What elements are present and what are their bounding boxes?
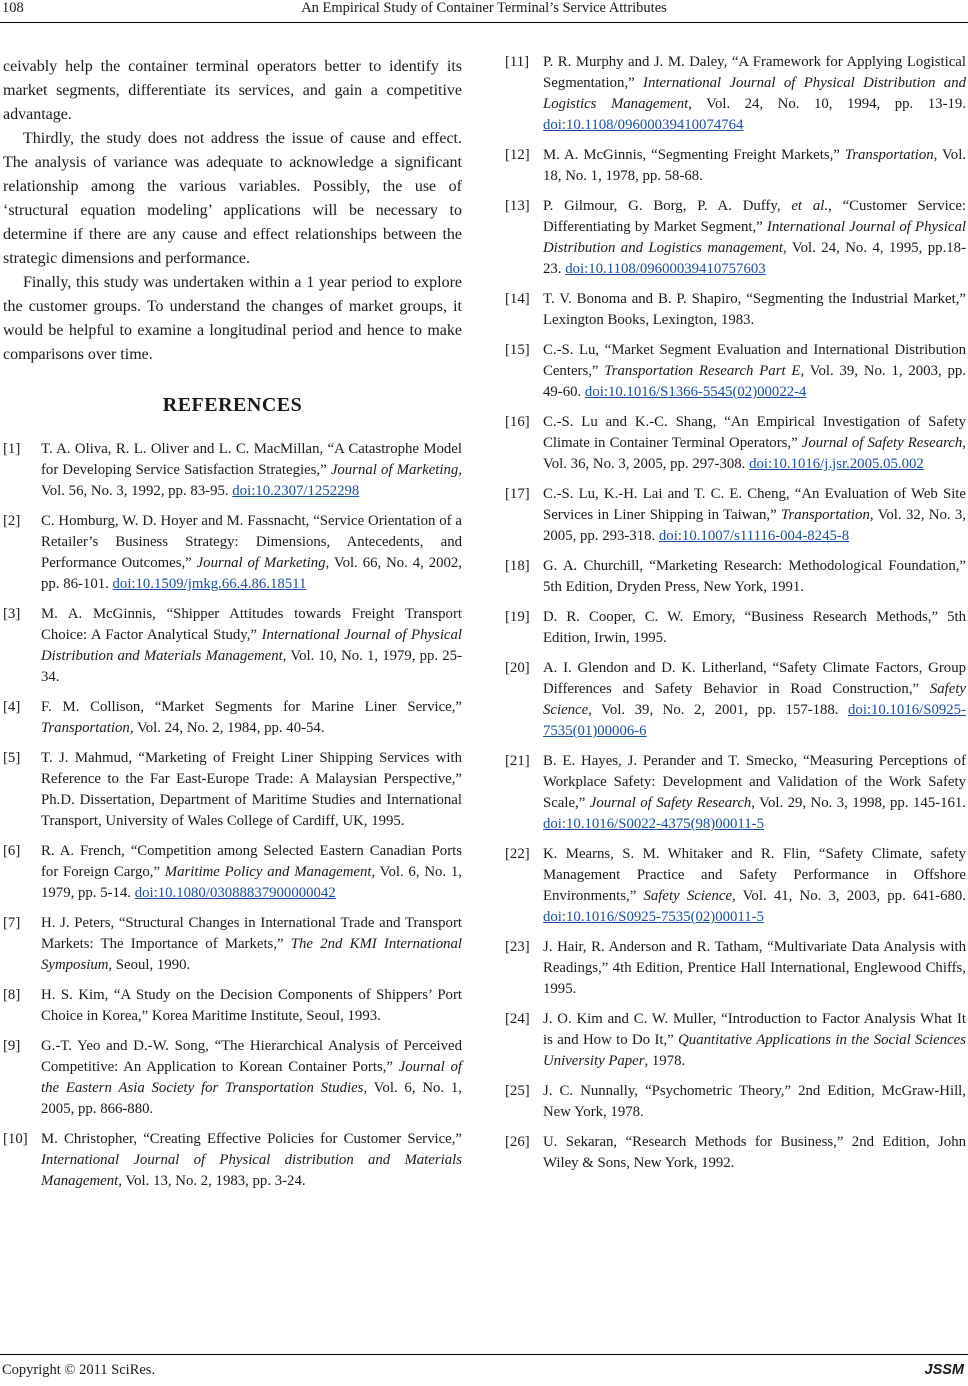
doi-link[interactable]: doi:10.1509/jmkg.66.4.86.18511 <box>112 576 307 592</box>
reference-text: , Vol. 24, No. 10, 1994, pp. 13-19. <box>688 96 966 112</box>
reference-source: The 2nd KMI International Symposium, <box>41 936 462 973</box>
reference-source: International Journal of Physical Distribution and Materials Management <box>41 627 463 664</box>
reference-text: M. Christopher, “Creating Effective Policies for Customer Service,” <box>41 1131 462 1147</box>
header-rule <box>0 22 968 23</box>
reference-number: [8] <box>3 987 21 1003</box>
reference-source: Journal of Marketing <box>196 555 326 571</box>
reference-number: [25] <box>505 1083 530 1099</box>
reference-number: [14] <box>505 291 530 307</box>
reference-entry <box>505 145 966 187</box>
reference-entry <box>505 196 966 280</box>
reference-entry <box>505 556 966 598</box>
reference-text: , Vol. 24, No. 2, 1984, pp. 40-54. <box>129 720 325 736</box>
reference-source: Journal of Safety Research <box>801 435 963 451</box>
reference-entry <box>3 604 462 688</box>
reference-text: T. A. Oliva, R. L. Oliver and L. C. MacMillan, “A Catastrophe Model for Developing Service Satisfaction Strategies,” <box>41 441 462 478</box>
reference-text: , Vol. 36, No. 3, 2005, pp. 297-308. <box>543 435 966 472</box>
reference-text: , Vol. 6, No. 1, 1979, pp. 5-14. <box>41 864 462 901</box>
reference-source: Maritime Policy and Management <box>164 864 372 880</box>
reference-text: H. S. Kim, “A Study on the Decision Components of Shippers’ Port Choice in Korea,” Korea Maritime Institute, Seoul, 1993. <box>41 987 462 1024</box>
doi-link[interactable]: doi:10.1016/S0925-7535(01)00006-6 <box>543 702 966 739</box>
reference-source: International Journal of Physical Distribution and Logistics management <box>543 219 966 256</box>
reference-text: T. V. Bonoma and B. P. Shapiro, “Segmenting the Industrial Market,” Lexington Books, Lexington, 1983. <box>543 291 966 328</box>
reference-text: U. Sekaran, “Research Methods for Business,” 2nd Edition, John Wiley & Sons, New York, 1992. <box>543 1134 966 1171</box>
reference-entry <box>3 748 462 832</box>
reference-number: [18] <box>505 558 530 574</box>
body-paragraph: Finally, this study was undertaken within a 1 year period to explore the customer groups. To understand the changes of market groups, it would be helpful to examine a longitudinal period and hence to make comparisons over time. <box>3 274 462 363</box>
reference-number: [15] <box>505 342 530 358</box>
doi-link[interactable]: doi:10.1016/S0925-7535(02)00011-5 <box>543 909 764 925</box>
right-column <box>505 52 966 1183</box>
reference-source: Journal of Safety Research <box>589 795 752 811</box>
reference-text: J. C. Nunnally, “Psychometric Theory,” 2nd Edition, McGraw-Hill, New York, 1978. <box>543 1083 966 1120</box>
reference-text: B. E. Hayes, J. Perander and T. Smecko, “Measuring Perceptions of Workplace Safety: Development and Validation of the Work Safety Scale,” <box>543 753 966 811</box>
copyright-notice: Copyright © 2011 SciRes. <box>2 1362 156 1378</box>
reference-number: [6] <box>3 843 21 859</box>
doi-link[interactable]: doi:10.1108/09600039410074764 <box>543 117 744 133</box>
doi-link[interactable]: doi:10.1007/s11116-004-8245-8 <box>658 528 850 544</box>
reference-text: Vol. 13, No. 2, 1983, pp. 3-24. <box>121 1173 306 1189</box>
reference-text: A. I. Glendon and D. K. Litherland, “Safety Climate Factors, Group Differences and Safety Behavior in Road Construction,” <box>543 660 966 697</box>
reference-entry <box>505 1081 966 1123</box>
reference-number: [21] <box>505 753 530 769</box>
reference-source: Quantitative Applications in the Social Sciences University Paper <box>543 1032 966 1069</box>
reference-text: , Vol. 24, No. 4, 1995, pp.18-23. <box>543 240 966 277</box>
reference-number: [2] <box>3 513 21 529</box>
reference-source: Safety Science <box>543 681 966 718</box>
reference-text: , 1978. <box>644 1053 686 1069</box>
reference-number: [22] <box>505 846 530 862</box>
body-paragraph: Thirdly, the study does not address the issue of cause and effect. The analysis of variance was adequate to acknowledge a significant relationship among the various variables. Possibly, the use of ‘structural equation modeling’ applications will be necessary to determine if there are any cause and effect relationships between the strategic dimensions and performance. <box>3 130 462 267</box>
reference-text: C. Homburg, W. D. Hoyer and M. Fassnacht, “Service Orientation of a Retailer’s Business Strategy: Dimensions, Antecedents, and Performance Outcomes,” <box>41 513 462 571</box>
left-column <box>3 55 462 1201</box>
reference-text: G. A. Churchill, “Marketing Research: Methodological Foundation,” 5th Edition, Dryden Press, New York, 1991. <box>543 558 966 595</box>
doi-link[interactable]: doi:10.1016/j.jsr.2005.05.002 <box>749 456 924 472</box>
reference-text: Seoul, 1990. <box>112 957 191 973</box>
page-number: 108 <box>2 0 24 16</box>
reference-source: International Journal of Physical Distribution and Logistics Management <box>543 75 966 112</box>
reference-list-right <box>505 52 966 1174</box>
reference-number: [20] <box>505 660 530 676</box>
reference-text: Vol. 18, No. 1, 1978, pp. 58-68. <box>543 147 967 184</box>
reference-text: J. O. Kim and C. W. Muller, “Introduction to Factor Analysis What It is and How to Do It,” <box>543 1011 966 1048</box>
reference-number: [3] <box>3 606 21 622</box>
doi-link[interactable]: doi:10.1108/09600039410757603 <box>565 261 766 277</box>
reference-text: , Vol. 56, No. 3, 1992, pp. 83-95. <box>41 462 462 499</box>
reference-number: [16] <box>505 414 530 430</box>
reference-number: [13] <box>505 198 530 214</box>
page-header <box>0 0 968 22</box>
reference-text: , Vol. 41, No. 3, 2003, pp. 641-680. <box>732 888 966 904</box>
reference-text: H. J. Peters, “Structural Changes in International Trade and Transport Markets: The Importance of Markets,” <box>41 915 462 952</box>
reference-entry <box>505 484 966 547</box>
reference-number: [23] <box>505 939 530 955</box>
references-heading: REFERENCES <box>162 394 303 416</box>
reference-number: [10] <box>3 1131 28 1147</box>
reference-number: [5] <box>3 750 21 766</box>
reference-text: F. M. Collison, “Market Segments for Marine Liner Service,” <box>41 699 462 715</box>
reference-entry <box>505 751 966 835</box>
reference-source: et al. <box>791 198 829 214</box>
reference-text: M. A. McGinnis, “Segmenting Freight Markets,” <box>543 147 845 163</box>
reference-text: C.-S. Lu, “Market Segment Evaluation and International Distribution Centers,” <box>543 342 966 379</box>
reference-text: K. Mearns, S. M. Whitaker and R. Flin, “Safety Climate, safety Management Practice and Safety Performance in Offshore Environments,” <box>543 846 966 904</box>
reference-entry <box>505 340 966 403</box>
reference-entry <box>505 1132 966 1174</box>
reference-number: [9] <box>3 1038 21 1054</box>
reference-entry <box>505 607 966 649</box>
reference-text: M. A. McGinnis, “Shipper Attitudes towards Freight Transport Choice: A Factor Analytical Study,” <box>41 606 462 643</box>
reference-source: Transportation <box>781 507 870 523</box>
journal-abbrev: JSSM <box>924 1362 964 1378</box>
reference-text: G.-T. Yeo and D.-W. Song, “The Hierarchical Analysis of Perceived Competitive: An Application to Korean Container Ports,” <box>41 1038 462 1075</box>
reference-text: R. A. French, “Competition among Selected Eastern Canadian Ports for Foreign Cargo,” <box>41 843 462 880</box>
reference-text: P. Gilmour, G. Borg, P. A. Duffy, <box>543 198 792 214</box>
reference-entry <box>505 658 966 742</box>
reference-entry <box>505 289 966 331</box>
reference-text: , Vol. 32, No. 3, 2005, pp. 293-318. <box>543 507 967 544</box>
reference-entry <box>3 841 462 904</box>
reference-entry <box>505 937 966 1000</box>
reference-text: , Vol. 6, No. 1, 2005, pp. 866-880. <box>41 1080 462 1117</box>
reference-entry <box>3 697 462 739</box>
reference-list-left <box>3 439 462 1192</box>
reference-number: [17] <box>505 486 530 502</box>
reference-source: Transportation, <box>844 147 938 163</box>
doi-link[interactable]: doi:10.1080/03088837900000042 <box>134 885 336 901</box>
footer-rule <box>0 1354 968 1355</box>
reference-text: , “Customer Service: Differentiating by Market Segment,” <box>543 198 967 235</box>
reference-number: [11] <box>505 54 530 70</box>
reference-source: International Journal of Physical distribution and Materials Management, <box>41 1152 462 1189</box>
reference-number: [4] <box>3 699 21 715</box>
page-footer <box>0 1362 968 1382</box>
reference-source: Journal of the Eastern Asia Society for Transportation Studies <box>41 1059 462 1096</box>
reference-number: [19] <box>505 609 530 625</box>
reference-entry <box>3 511 462 595</box>
reference-text: , Vol. 10, No. 1, 1979, pp. 25-34. <box>41 648 462 685</box>
reference-entry <box>3 439 462 502</box>
reference-number: [26] <box>505 1134 530 1150</box>
reference-text: T. J. Mahmud, “Marketing of Freight Liner Shipping Services with Reference to the Far East-Europe Trade: A Malaysian Perspective,” Ph.D. Dissertation, Department of Maritime Studies and International Transport, University of Wales College of Cardiff, UK, 1995. <box>41 750 462 829</box>
reference-entry <box>3 1129 462 1192</box>
reference-text: , Vol. 66, No. 4, 2002, pp. 86-101. <box>41 555 462 592</box>
reference-text: , Vol. 29, No. 3, 1998, pp. 145-161. <box>751 795 966 811</box>
reference-source: Transportation Research Part E <box>604 363 801 379</box>
reference-text: J. Hair, R. Anderson and R. Tatham, “Multivariate Data Analysis with Readings,” 4th Edition, Prentice Hall International, Englewood Chiffs, 1995. <box>543 939 966 997</box>
doi-link[interactable]: doi:10.2307/1252298 <box>232 483 360 499</box>
reference-entry <box>505 412 966 475</box>
reference-text: , Vol. 39, No. 1, 2003, pp. 49-60. <box>543 363 967 400</box>
doi-link[interactable]: doi:10.1016/S0022-4375(98)00011-5 <box>543 816 764 832</box>
reference-text: P. R. Murphy and J. M. Daley, “A Framework for Applying Logistical Segmentation,” <box>543 54 966 91</box>
running-title: An Empirical Study of Container Terminal’s Service Attributes <box>301 0 667 16</box>
reference-source: Safety Science <box>643 888 733 904</box>
reference-number: [7] <box>3 915 21 931</box>
reference-text: , Vol. 39, No. 2, 2001, pp. 157-188. <box>588 702 849 718</box>
reference-text: C.-S. Lu and K.-C. Shang, “An Empirical Investigation of Safety Climate in Container Terminal Operators,” <box>543 414 966 451</box>
reference-number: [24] <box>505 1011 530 1027</box>
reference-entry <box>3 913 462 976</box>
reference-text: D. R. Cooper, C. W. Emory, “Business Research Methods,” 5th Edition, Irwin, 1995. <box>543 609 966 646</box>
reference-source: Transportation <box>41 720 130 736</box>
reference-entry <box>3 985 462 1027</box>
doi-link[interactable]: doi:10.1016/S1366-5545(02)00022-4 <box>584 384 807 400</box>
reference-source: Journal of Marketing <box>330 462 459 478</box>
reference-text: C.-S. Lu, K.-H. Lai and T. C. E. Cheng, “An Evaluation of Web Site Services in Liner Shipping in Taiwan,” <box>543 486 966 523</box>
reference-entry <box>3 1036 462 1120</box>
body-paragraph: ceivably help the container terminal operators better to identify its market segments, differentiate its services, and gain a competitive advantage. <box>3 58 462 123</box>
reference-number: [12] <box>505 147 530 163</box>
reference-number: [1] <box>3 441 21 457</box>
reference-entry <box>505 1009 966 1072</box>
reference-entry <box>505 844 966 928</box>
reference-entry <box>505 52 966 136</box>
